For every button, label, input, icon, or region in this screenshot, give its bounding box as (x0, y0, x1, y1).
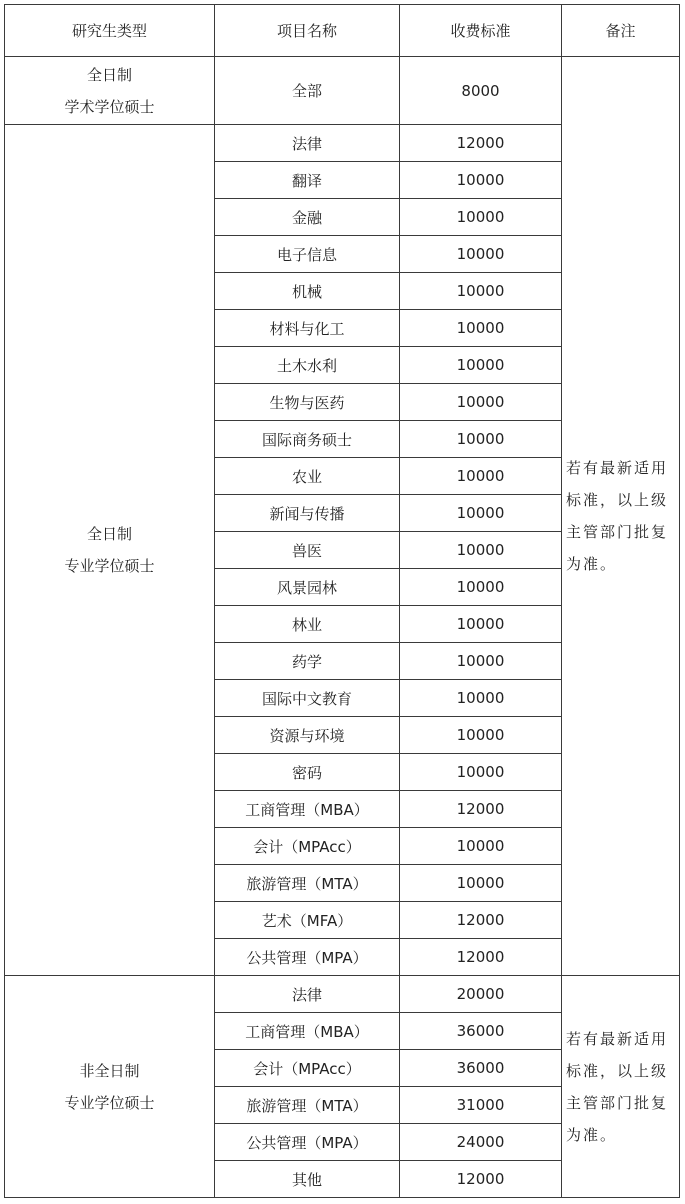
fee-cell: 10000 (400, 495, 562, 532)
header-type: 研究生类型 (5, 5, 215, 57)
header-row (5, 5, 680, 57)
fee-cell: 10000 (400, 384, 562, 421)
program-name-cell: 翻译 (215, 162, 400, 199)
graduate-type-line: 专业学位硕士 (64, 557, 155, 575)
header-name: 项目名称 (215, 5, 400, 57)
graduate-type-cell (5, 125, 215, 976)
fee-cell: 8000 (400, 57, 562, 125)
program-name-cell: 生物与医药 (215, 384, 400, 421)
fee-cell: 24000 (400, 1124, 562, 1161)
header-fee: 收费标准 (400, 5, 562, 57)
program-name-cell: 机械 (215, 273, 400, 310)
program-name-cell: 林业 (215, 606, 400, 643)
program-name-cell: 电子信息 (215, 236, 400, 273)
fee-cell: 10000 (400, 717, 562, 754)
program-name-cell: 金融 (215, 199, 400, 236)
graduate-type-line: 专业学位硕士 (64, 1093, 155, 1112)
graduate-type-cell (5, 976, 215, 1198)
program-name-cell: 药学 (215, 643, 400, 680)
program-name-cell: 风景园林 (215, 569, 400, 606)
program-name-cell: 农业 (215, 458, 400, 495)
program-name-cell: 国际商务硕士 (215, 421, 400, 458)
fee-cell: 10000 (400, 754, 562, 791)
note-cell (562, 57, 680, 976)
note-line: 若有最新适用 (566, 459, 669, 477)
fee-cell: 10000 (400, 347, 562, 384)
program-name-cell: 艺术（MFA） (215, 902, 400, 939)
graduate-type-line: 全日制 (86, 525, 132, 543)
program-name-cell: 公共管理（MPA） (215, 939, 400, 976)
note-line: 若有最新适用 (566, 1029, 669, 1048)
program-name-cell: 旅游管理（MTA） (215, 865, 400, 902)
graduate-type-cell (5, 57, 215, 125)
fee-cell: 10000 (400, 162, 562, 199)
program-name-cell: 公共管理（MPA） (215, 1124, 400, 1161)
table-body (5, 57, 680, 1198)
fee-cell: 10000 (400, 458, 562, 495)
program-name-cell: 旅游管理（MTA） (215, 1087, 400, 1124)
fee-cell: 12000 (400, 902, 562, 939)
program-name-cell: 法律 (215, 125, 400, 162)
graduate-type-line: 学术学位硕士 (64, 97, 155, 116)
graduate-type-line: 全日制 (86, 65, 132, 84)
program-name-cell: 全部 (215, 57, 400, 125)
program-name-cell: 资源与环境 (215, 717, 400, 754)
note-line: 为准。 (566, 1125, 618, 1144)
program-name-cell: 材料与化工 (215, 310, 400, 347)
fee-cell: 31000 (400, 1087, 562, 1124)
fee-cell: 12000 (400, 1161, 562, 1198)
fee-cell: 10000 (400, 865, 562, 902)
fee-cell: 12000 (400, 125, 562, 162)
table-row (5, 976, 680, 1013)
fee-cell: 10000 (400, 421, 562, 458)
table-row (5, 57, 680, 125)
header-note: 备注 (562, 5, 680, 57)
note-line: 标准，以上级 (566, 491, 669, 509)
note-line: 标准，以上级 (566, 1061, 669, 1080)
program-name-cell: 新闻与传播 (215, 495, 400, 532)
program-name-cell: 其他 (215, 1161, 400, 1198)
note-cell (562, 976, 680, 1198)
fee-cell: 20000 (400, 976, 562, 1013)
program-name-cell: 工商管理（MBA） (215, 791, 400, 828)
program-name-cell: 国际中文教育 (215, 680, 400, 717)
note-line: 主管部门批复 (566, 523, 669, 541)
fee-table (4, 4, 680, 1198)
note-line: 为准。 (566, 555, 618, 573)
program-name-cell: 会计（MPAcc） (215, 1050, 400, 1087)
fee-cell: 10000 (400, 643, 562, 680)
fee-cell: 12000 (400, 791, 562, 828)
program-name-cell: 兽医 (215, 532, 400, 569)
fee-cell: 10000 (400, 532, 562, 569)
program-name-cell: 法律 (215, 976, 400, 1013)
fee-cell: 10000 (400, 569, 562, 606)
program-name-cell: 密码 (215, 754, 400, 791)
fee-cell: 10000 (400, 680, 562, 717)
fee-cell: 10000 (400, 199, 562, 236)
fee-cell: 36000 (400, 1013, 562, 1050)
note-line: 主管部门批复 (566, 1093, 669, 1112)
fee-cell: 12000 (400, 939, 562, 976)
program-name-cell: 会计（MPAcc） (215, 828, 400, 865)
fee-cell: 10000 (400, 273, 562, 310)
fee-cell: 10000 (400, 236, 562, 273)
program-name-cell: 工商管理（MBA） (215, 1013, 400, 1050)
fee-cell: 10000 (400, 606, 562, 643)
fee-cell: 10000 (400, 828, 562, 865)
fee-cell: 10000 (400, 310, 562, 347)
fee-cell: 36000 (400, 1050, 562, 1087)
graduate-type-line: 非全日制 (79, 1061, 140, 1080)
program-name-cell: 土木水利 (215, 347, 400, 384)
